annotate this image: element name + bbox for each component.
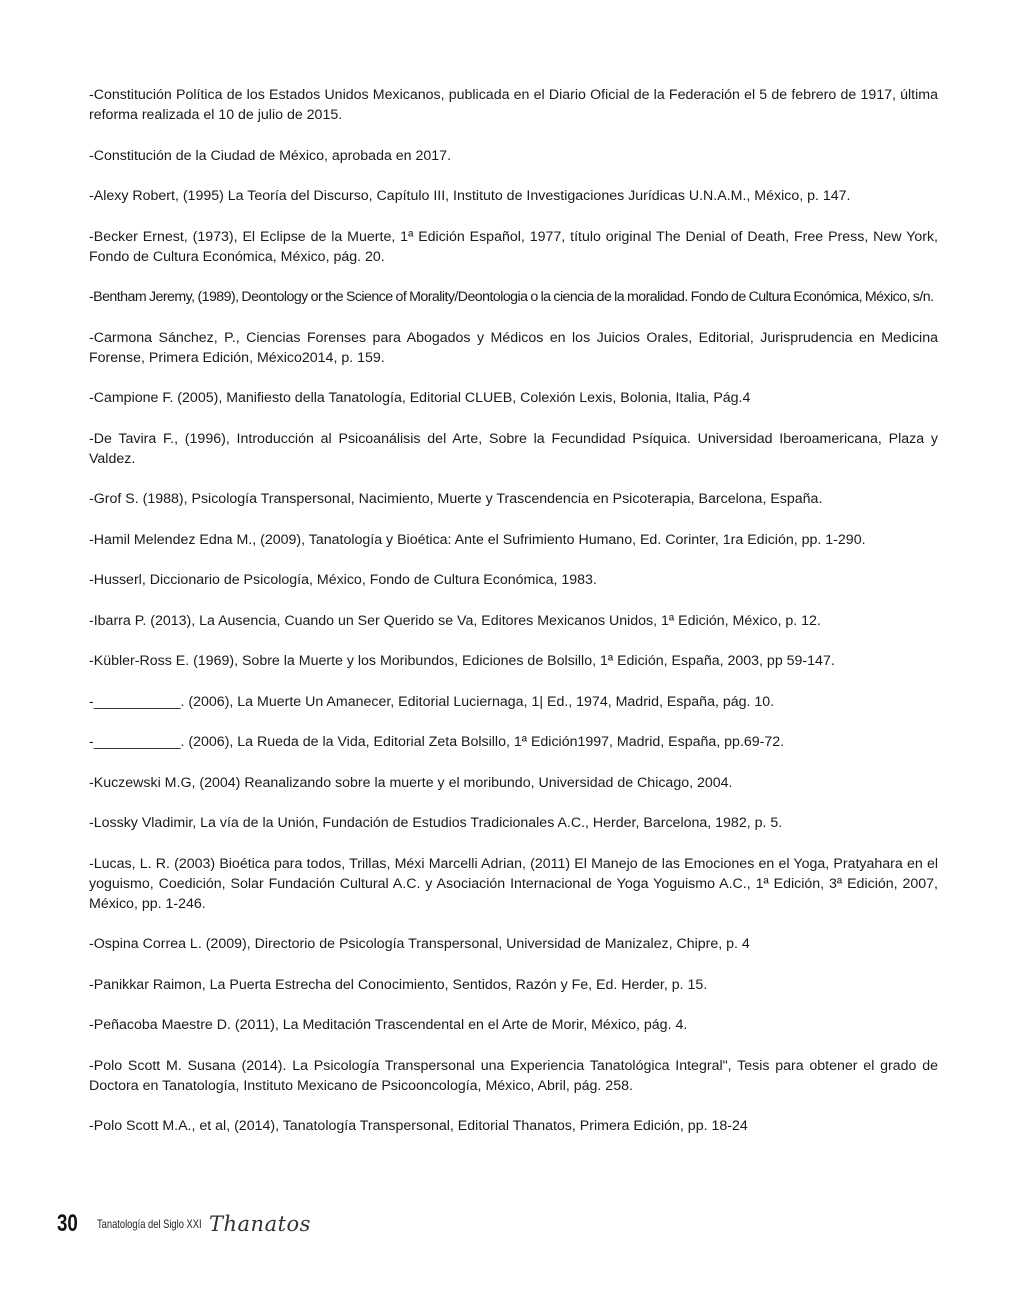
reference-entry: -Ibarra P. (2013), La Ausencia, Cuando un Ser Querido se Va, Editores Mexicanos Unidos, 1ª Edición, México, p. 12. <box>89 612 821 629</box>
reference-list <box>89 85 938 1136</box>
reference-entry: -Lossky Vladimir, La vía de la Unión, Fundación de Estudios Tradicionales A.C., Herder, Barcelona, 1982, p. 5. <box>89 815 783 831</box>
thanatos-logo: Thanatos <box>209 1212 311 1236</box>
reference-entry: -Kuczewski M.G, (2004) Reanalizando sobre la muerte y el moribundo, Universidad de Chicago, 2004. <box>89 774 733 791</box>
reference-entry: -___________. (2006), La Rueda de la Vida, Editorial Zeta Bolsillo, 1ª Edición1997, Madrid, España, pp.69-72. <box>89 734 785 750</box>
reference-entry: -Ospina Correa L. (2009), Directorio de Psicología Transpersonal, Universidad de Manizalez, Chipre, p. 4 <box>89 936 750 952</box>
reference-entry: -Lucas, L. R. (2003) Bioética para todos, Trillas, Méxi Marcelli Adrian, (2011) El Manejo de las Emociones en el Yoga, Pratyahara en el yoguismo, Coedición, Solar Fundación Cultural A.C. y Asociación Internacional de Yoga Yoguismo A.C., 1ª Edición, 3ª Edición, 2007, México, pp. 1-246. <box>89 855 938 912</box>
page-number: 30 <box>57 1210 78 1237</box>
reference-entry: -Becker Ernest, (1973), El Eclipse de la Muerte, 1ª Edición Español, 1977, título original The Denial of Death, Free Press, New York, Fondo de Cultura Económica, México, pág. 20. <box>89 228 938 265</box>
reference-entry: -De Tavira F., (1996), Introducción al Psicoanálisis del Arte, Sobre la Fecundidad Psíquica. Universidad Iberoamericana, Plaza y Valdez. <box>89 430 938 467</box>
reference-entry: -Panikkar Raimon, La Puerta Estrecha del Conocimiento, Sentidos, Razón y Fe, Ed. Herder, p. 15. <box>89 976 708 993</box>
reference-entry: -Constitución de la Ciudad de México, aprobada en 2017. <box>89 147 452 164</box>
reference-entry: -Polo Scott M.A., et al, (2014), Tanatología Transpersonal, Editorial Thanatos, Primera Edición, pp. 18-24 <box>89 1118 748 1134</box>
reference-entry: -Polo Scott M. Susana (2014). La Psicología Transpersonal una Experiencia Tanatológica Integral", Tesis para obtener el grado de Doctora en Tanatología, Instituto Mexicano de Psicooncología, México, Abril, pág. 258. <box>89 1057 938 1094</box>
page-footer <box>57 1204 311 1244</box>
reference-entry: -Grof S. (1988), Psicología Transpersonal, Nacimiento, Muerte y Trascendencia en Psicoterapia, Barcelona, España. <box>89 491 823 507</box>
reference-entry: -___________. (2006), La Muerte Un Amanecer, Editorial Luciernaga, 1| Ed., 1974, Madrid, España, pág. 10. <box>89 693 775 710</box>
reference-entry: -Campione F. (2005), Manifiesto della Tanatología, Editorial CLUEB, Colexión Lexis, Bolonia, Italia, Pág.4 <box>89 390 751 406</box>
reference-entry: -Bentham Jeremy, (1989), Deontology or the Science of Morality/Deontologia o la ciencia de la moralidad. Fondo de Cultura Económica, México, s/n. <box>89 289 934 305</box>
reference-entry: -Peñacoba Maestre D. (2011), La Meditación Trascendental en el Arte de Morir, México, pág. 4. <box>89 1017 688 1033</box>
reference-entry: -Constitución Política de los Estados Unidos Mexicanos, publicada en el Diario Oficial de la Federación el 5 de febrero de 1917, última reforma realizada el 10 de julio de 2015. <box>89 87 938 123</box>
reference-entry: -Kübler-Ross E. (1969), Sobre la Muerte y los Moribundos, Ediciones de Bolsillo, 1ª Edición, España, 2003, pp 59-147. <box>89 653 835 669</box>
reference-entry: -Carmona Sánchez, P., Ciencias Forenses para Abogados y Médicos en los Juicios Orales, Editorial, Jurisprudencia en Medicina Forense, Primera Edición, México2014, p. 159. <box>89 329 938 366</box>
reference-entry: -Hamil Melendez Edna M., (2009), Tanatología y Bioética: Ante el Sufrimiento Humano, Ed. Corinter, 1ra Edición, pp. 1-290. <box>89 531 866 548</box>
publication-title: Tanatología del Siglo XXI <box>97 1217 202 1231</box>
reference-entry: -Husserl, Diccionario de Psicología, México, Fondo de Cultura Económica, 1983. <box>89 572 597 588</box>
reference-entry: -Alexy Robert, (1995) La Teoría del Discurso, Capítulo III, Instituto de Investigaciones Jurídicas U.N.A.M., México, p. 147. <box>89 188 851 204</box>
